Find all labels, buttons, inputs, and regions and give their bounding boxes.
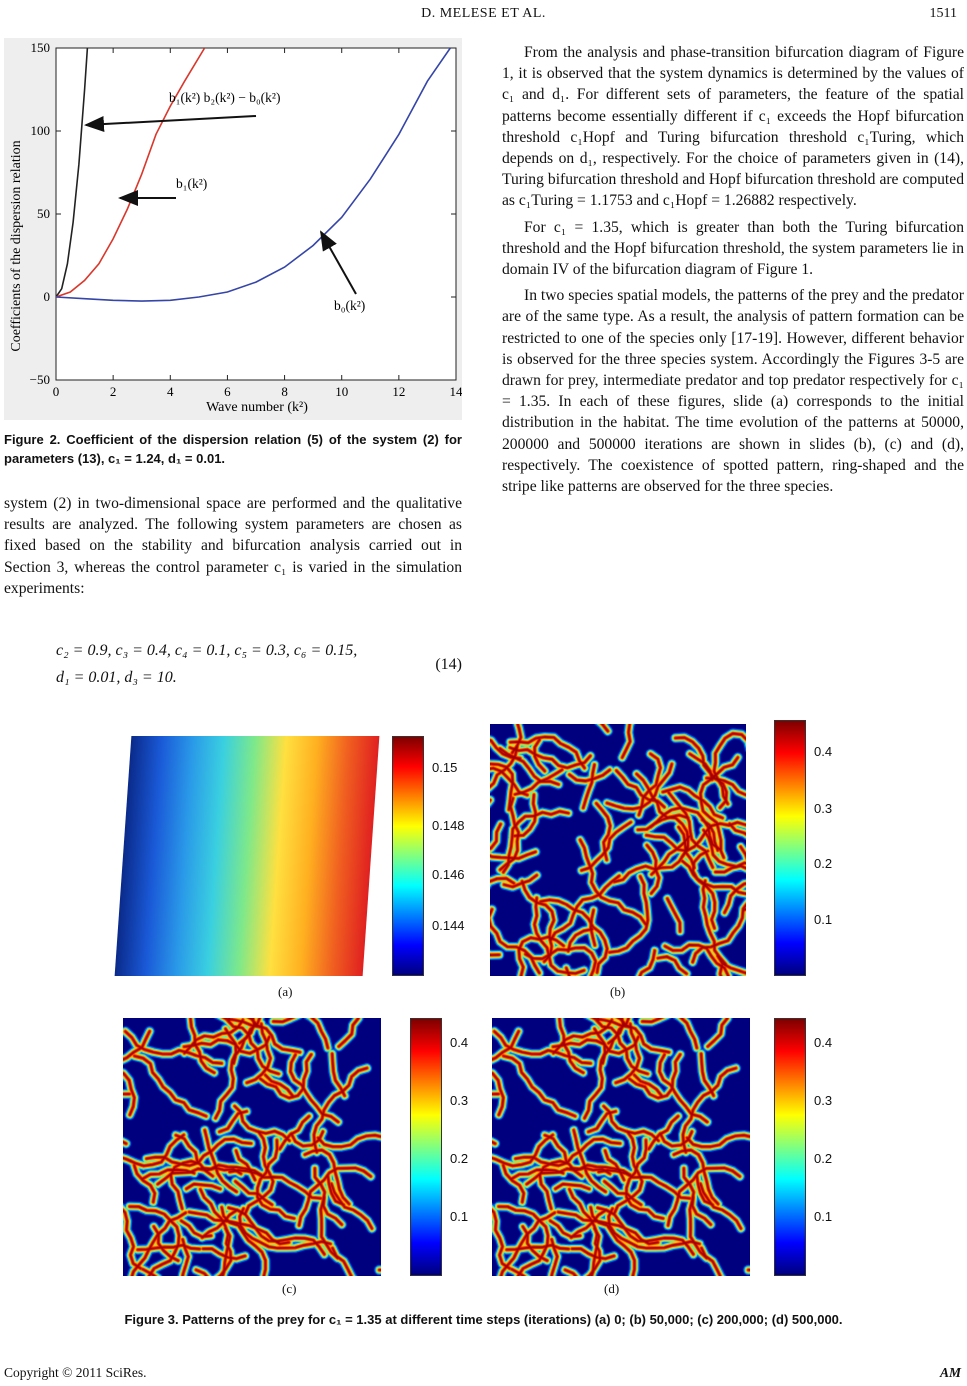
y-tick-label: 100 [30,123,50,138]
annotation-b1b2-minus-b0: b₁(k²) b₂(k²) − b₀(k²) [169,90,281,105]
x-tick-label: 12 [392,384,406,399]
colorbar-tick: 0.148 [432,818,465,833]
figure-3-panel-b-colorbar-ticks [814,720,874,976]
figure-3-panel-d-label: (d) [604,1281,620,1296]
pattern-canvas [123,1018,381,1276]
x-tick-label: 6 [224,384,231,399]
y-tick-label: 0 [43,289,50,304]
footer-journal: AM [939,1365,961,1380]
x-tick-label: 4 [167,384,174,399]
colorbar-tick: 0.1 [814,912,833,927]
colorbar-tick: 0.146 [432,867,465,882]
figure-3-panel-a-colorbar [392,736,424,976]
figure-3-panel-d-image [492,1018,750,1276]
x-tick-label: 14 [449,384,462,399]
running-head-authors: D. MELESE ET AL. [421,6,546,21]
figure-3-panel-b-image [490,724,746,976]
figure-2-caption: Figure 2. Coefficient of the dispersion relation (5) of the system (2) for parameters (13), c₁ = 1.24, d₁ = 0.01. [4,432,462,466]
figure-3-panel-d-colorbar-ticks [814,1018,874,1276]
figure-3-panel-d-colorbar [774,1018,806,1276]
colorbar-tick: 0.3 [814,801,833,816]
pattern-canvas [490,724,746,976]
y-tick-label: 50 [37,206,50,221]
colorbar-tick: 0.4 [450,1035,469,1050]
annotation-b1: b₁(k²) [176,176,208,191]
equation-line-1: c₂ = 0.9, c₃ = 0.4, c₄ = 0.1, c₅ = 0.3, c₆ = 0.15, [56,642,358,659]
footer-copyright: Copyright © 2011 SciRes. [4,1365,147,1380]
right-paragraph-2: For c₁ = 1.35, which is greater than both the Turing bifurcation threshold and the Hopf bifurcation threshold, the system parameters lie in domain IV of the bifurcation diagram of Figure 1. [502,218,964,279]
figure-3-panel-b-colorbar [774,720,806,976]
right-column-text [502,42,964,502]
x-tick-label: 2 [109,384,117,399]
colorbar-tick: 0.2 [814,856,833,871]
figure-3-panel-c-colorbar [410,1018,442,1276]
figure-3-panel-a-image [115,736,380,976]
colorbar-tick: 0.4 [814,1035,833,1050]
pattern-canvas [492,1018,750,1276]
right-paragraph-3: In two species spatial models, the patterns of the prey and the predator are of the same type. As a result, the analysis of pattern formation can be restricted to one of the species only [17-19]. However, different behavior is observed for the three species system. Accordingly the Figures 3-5 are drawn for prey, intermediate predator and top predator respectively for c₁ = 1.35. In each of these figures, slide (a) corresponds to the initial distribution in the habitat. The time evolution of the patterns at 50000, 200000 and 500000 iterations are shown in slides (b), (c) and (d), respectively. The coexistence of spotted pattern, ring-shaped and the stripe like patterns are observed for the three species. [502,287,964,496]
left-paragraph: system (2) in two-dimensional space are performed and the qualitative results are analyzed. The following system parameters are chosen as fixed based on the stability and bifurcation analysis carried out in Section 3, whereas the control parameter c₁ is varied in the simulation experiments: [4,495,462,597]
x-tick-label: 8 [281,384,288,399]
right-paragraph-1: From the analysis and phase-transition bifurcation diagram of Figure 1, it is observed that the system dynamics is determined by the values of c₁ and d₁. For different sets of parameters, the feature of the spatial patterns become essentially different if c₁ exceeds the Hopf bifurcation threshold c₁Hopf and Turing bifurcation threshold c₁Turing, which depends on d₁, respectively. For the choice of parameters given in (14), Turing bifurcation threshold and Hopf bifurcation threshold are computed as c₁Turing = 1.1753 and c₁Hopf = 1.26882 respectively. [502,44,964,210]
colorbar-tick: 0.3 [814,1093,833,1108]
figure-3-panel-c-label: (c) [282,1281,297,1296]
colorbar-tick: 0.2 [450,1151,469,1166]
annotation-b0: b₀(k²) [334,298,366,313]
equation-14 [56,637,462,691]
figure-3-caption: Figure 3. Patterns of the prey for c₁ = 1.35 at different time steps (iterations) (a) 0; (b) 50,000; (c) 200,000; (d) 500,000. [124,1312,843,1327]
figure-2-panel [4,38,462,420]
figure-3-panel-c-image [123,1018,381,1276]
colorbar-tick: 0.3 [450,1093,469,1108]
page-number: 1511 [929,6,957,21]
figure-3-panel-a-colorbar-ticks [432,736,492,976]
equation-number: (14) [435,656,462,673]
y-tick-label: −50 [29,372,50,387]
equation-line-2: d₁ = 0.01, d₃ = 10. [56,669,177,686]
x-tick-label: 0 [52,384,60,399]
colorbar-tick: 0.4 [814,744,833,759]
x-tick-label: 10 [335,384,349,399]
colorbar-tick: 0.2 [814,1151,833,1166]
colorbar-tick: 0.15 [432,760,458,775]
figure-2-chart [4,38,462,420]
y-axis-label: Coefficients of the dispersion relation [9,140,24,352]
left-column-text [4,493,462,604]
colorbar-tick: 0.1 [814,1209,833,1224]
colorbar-tick: 0.1 [450,1209,469,1224]
colorbar-tick: 0.144 [432,918,465,933]
y-tick-label: 150 [30,40,50,55]
figure-3-panel-a-label: (a) [278,984,293,999]
figure-3-panel-b-label: (b) [610,984,626,999]
x-axis-label: Wave number (k²) [206,400,308,415]
